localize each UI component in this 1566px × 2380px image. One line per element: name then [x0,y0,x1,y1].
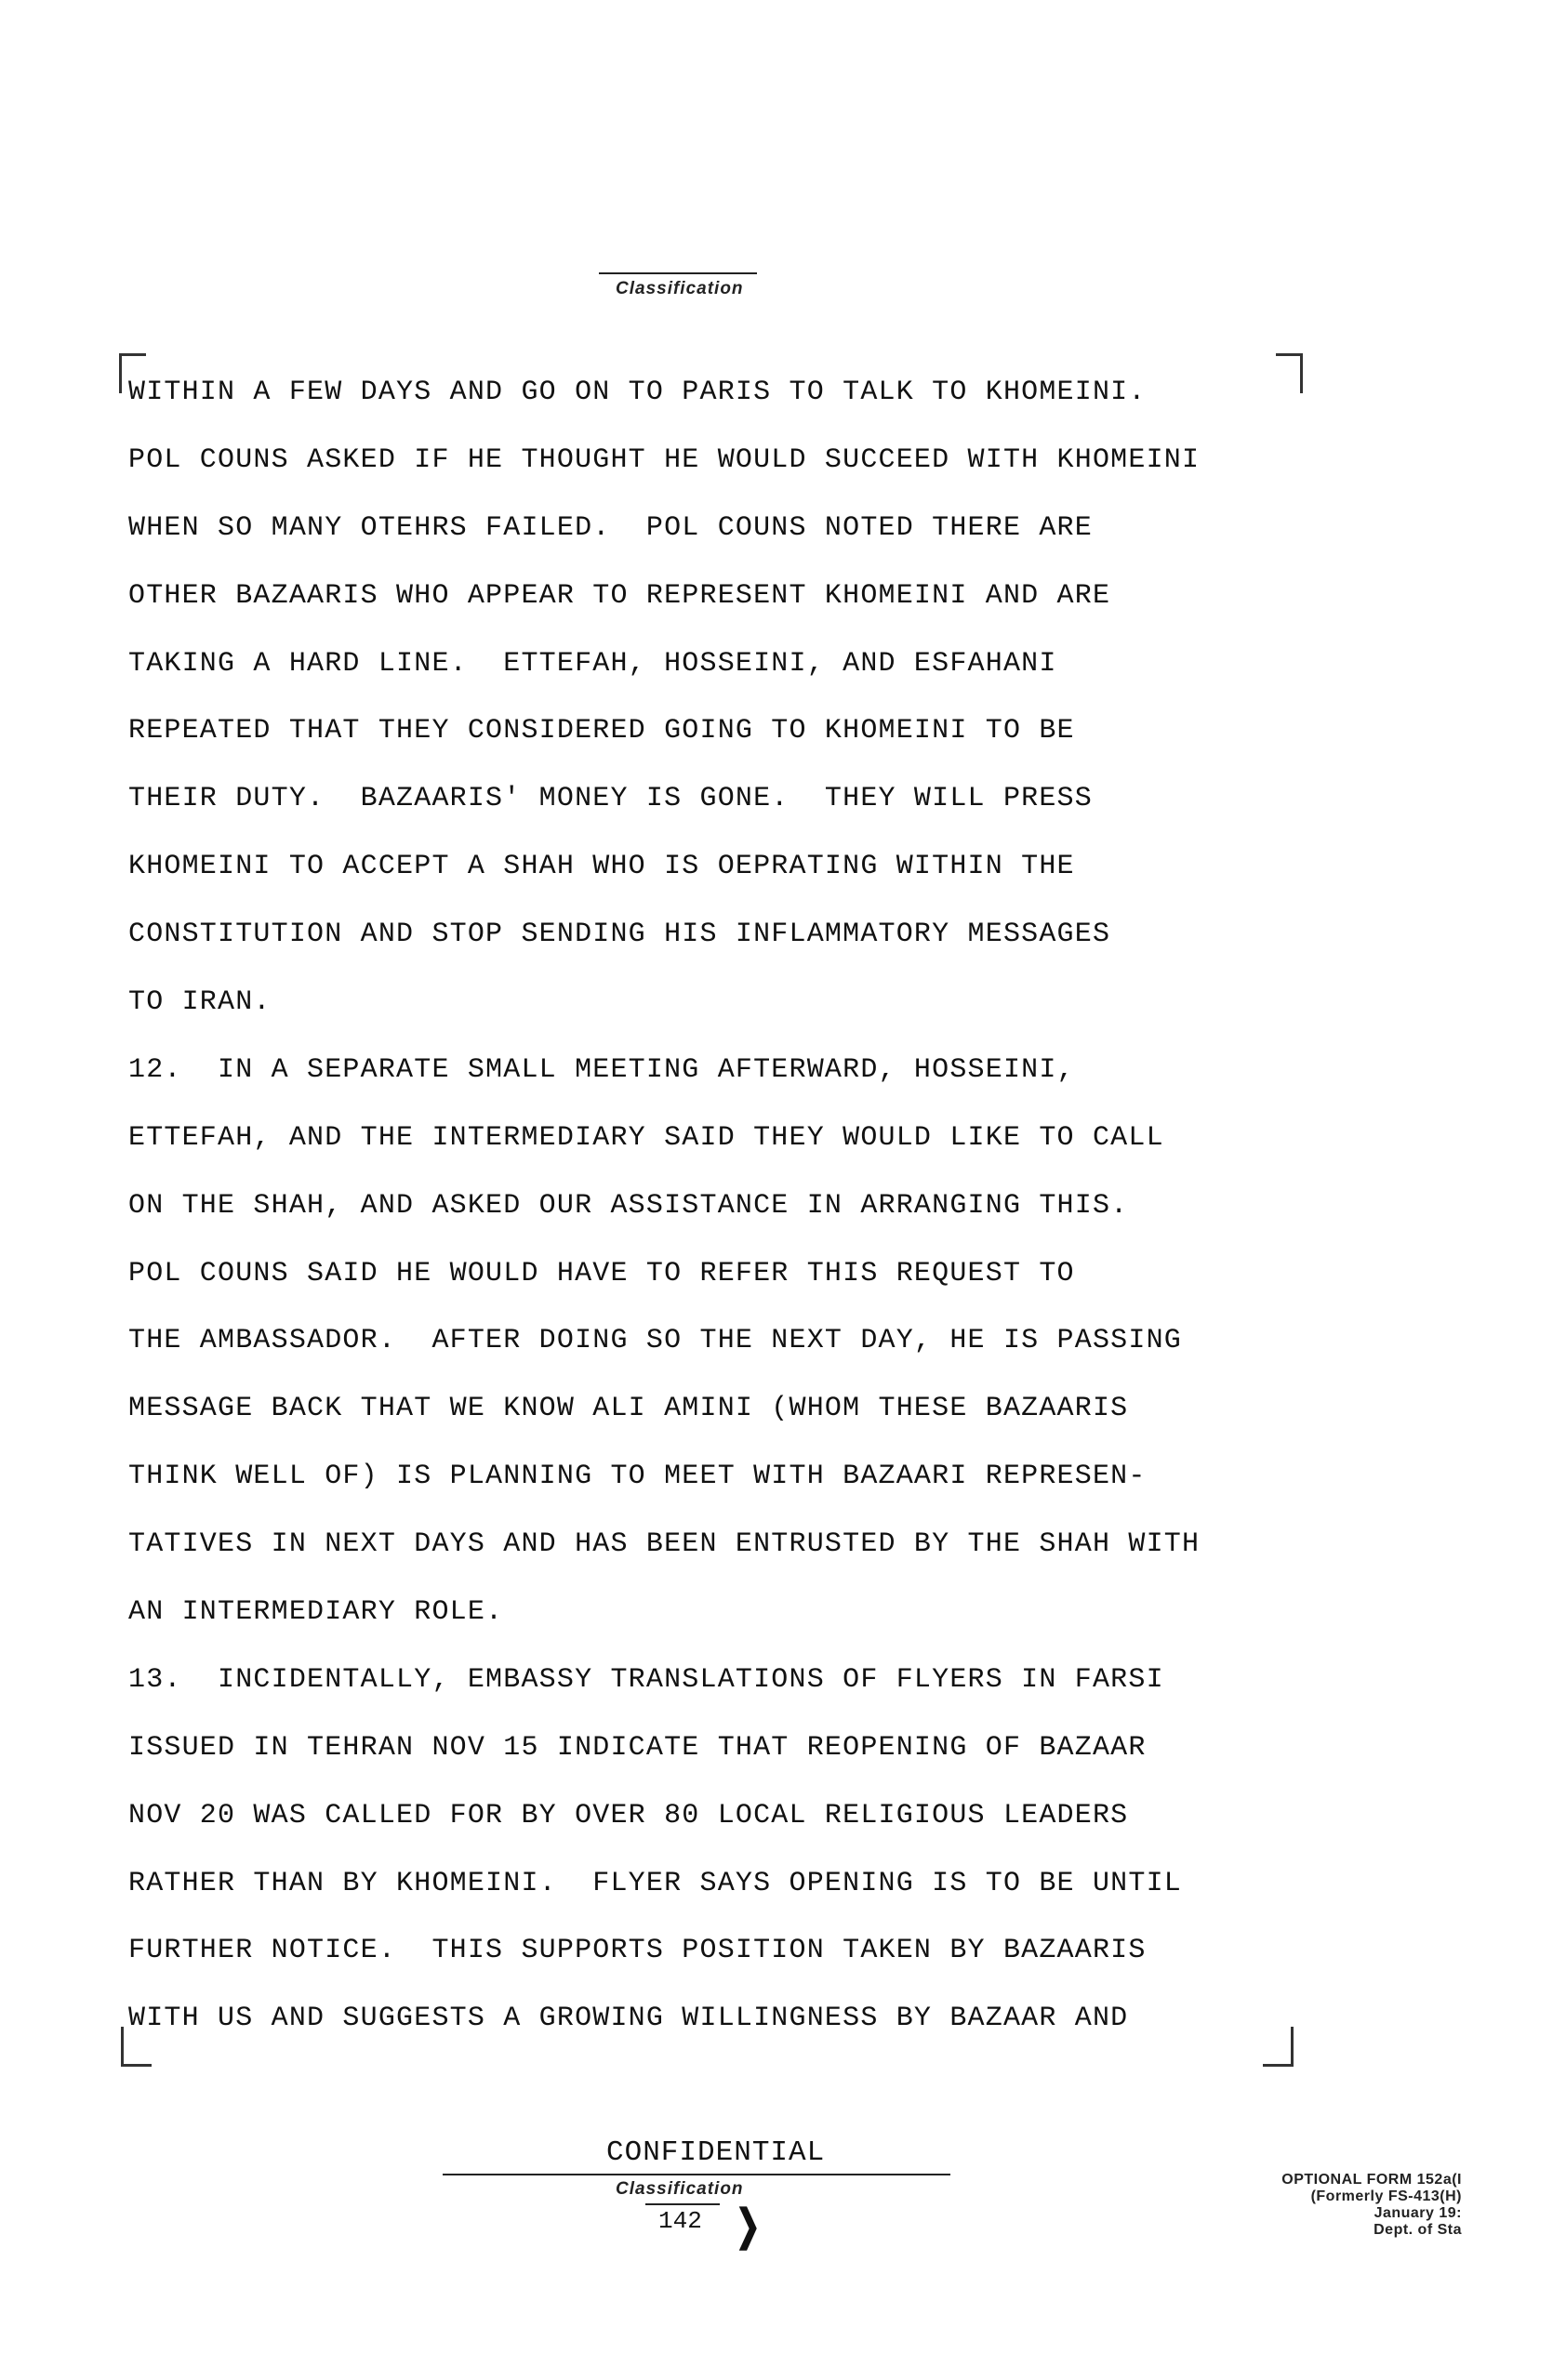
text-line: ON THE SHAH, AND ASKED OUR ASSISTANCE IN ARRANGING THIS. [128,1189,1129,1222]
text-line: TO IRAN. [128,986,272,1019]
form-line: (Formerly FS-413(H) [1310,2188,1462,2204]
text-line: REPEATED THAT THEY CONSIDERED GOING TO KHOMEINI TO BE [128,715,1075,747]
paragraph-13-start: 13. INCIDENTALLY, EMBASSY TRANSLATIONS OF FLYERS IN FARSI [128,1663,1164,1696]
text-line: POL COUNS ASKED IF HE THOUGHT HE WOULD SUCCEED WITH KHOMEINI [128,443,1201,476]
header-rule [599,272,757,274]
text-line: TATIVES IN NEXT DAYS AND HAS BEEN ENTRUSTED BY THE SHAH WITH [128,1528,1201,1561]
form-line: January 19: [1374,2205,1462,2221]
text-line: THEIR DUTY. BAZAARIS' MONEY IS GONE. THEY WILL PRESS [128,783,1093,815]
cable-text-body [128,374,1337,2068]
text-line: MESSAGE BACK THAT WE KNOW ALI AMINI (WHOM THESE BAZAARIS [128,1393,1129,1425]
paragraph-12-start: 12. IN A SEPARATE SMALL MEETING AFTERWARD, HOSSEINI, [128,1053,1075,1086]
text-line: ISSUED IN TEHRAN NOV 15 INDICATE THAT REOPENING OF BAZAAR [128,1731,1147,1764]
text-line: WITHIN A FEW DAYS AND GO ON TO PARIS TO TALK TO KHOMEINI. [128,377,1147,408]
text-line: CONSTITUTION AND STOP SENDING HIS INFLAMMATORY MESSAGES [128,919,1111,951]
text-line: POL COUNS SAID HE WOULD HAVE TO REFER THIS REQUEST TO [128,1257,1075,1289]
text-line: THINK WELL OF) IS PLANNING TO MEET WITH BAZAARI REPRESEN- [128,1461,1147,1493]
text-line: AN INTERMEDIARY ROLE. [128,1596,504,1629]
page-number: 142 [658,2207,702,2235]
footer-rule [443,2174,950,2175]
text-line: KHOMEINI TO ACCEPT A SHAH WHO IS OEPRATING WITHIN THE [128,851,1075,883]
text-line: WITH US AND SUGGESTS A GROWING WILLINGNESS BY BAZAAR AND [128,2003,1129,2035]
header-classification-label: Classification [616,279,744,298]
text-line: TAKING A HARD LINE. ETTEFAH, HOSSEINI, AND ESFAHANI [128,647,1057,680]
text-line: WHEN SO MANY OTEHRS FAILED. POL COUNS NOTED THERE ARE [128,511,1093,544]
form-line: Dept. of Sta [1374,2222,1462,2238]
form-line: OPTIONAL FORM 152a(I [1281,2172,1462,2188]
footer-classification-label: Classification [616,2179,744,2199]
text-line: OTHER BAZAARIS WHO APPEAR TO REPRESENT KHOMEINI AND ARE [128,579,1111,612]
text-line: NOV 20 WAS CALLED FOR BY OVER 80 LOCAL RELIGIOUS LEADERS [128,1799,1129,1831]
text-line: ETTEFAH, AND THE INTERMEDIARY SAID THEY WOULD LIKE TO CALL [128,1121,1164,1154]
optional-form-notice [1183,2172,1462,2239]
text-line: FURTHER NOTICE. THIS SUPPORTS POSITION TAKEN BY BAZAARIS [128,1935,1147,1967]
text-line: RATHER THAN BY KHOMEINI. FLYER SAYS OPENING IS TO BE UNTIL [128,1867,1182,1899]
page-stamp-mark: ❯ [735,2201,761,2249]
footer-confidential-label: CONFIDENTIAL [606,2136,826,2169]
page-number-rule [645,2203,720,2205]
text-line: THE AMBASSADOR. AFTER DOING SO THE NEXT DAY, HE IS PASSING [128,1325,1182,1357]
